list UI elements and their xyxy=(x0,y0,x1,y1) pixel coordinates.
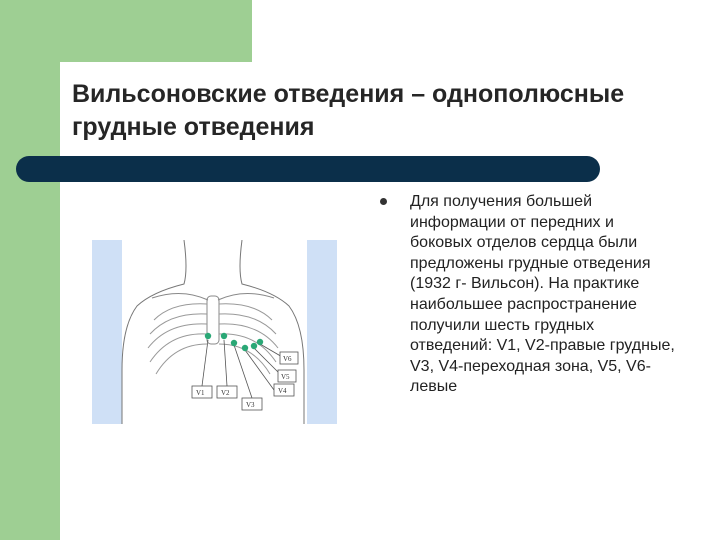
lead-label-v3: V3 xyxy=(246,401,255,409)
bullet-item xyxy=(380,192,680,398)
bullet-dot-icon xyxy=(380,198,387,205)
electrode-v4 xyxy=(242,345,248,351)
electrode-v5 xyxy=(251,343,257,349)
lead-label-v5: V5 xyxy=(281,373,290,381)
bullet-list xyxy=(380,192,680,398)
electrode-v1 xyxy=(205,333,211,339)
electrode-v6 xyxy=(257,339,263,345)
electrode-v2 xyxy=(221,333,227,339)
accent-left-stripe xyxy=(0,0,60,540)
lead-label-v6: V6 xyxy=(283,355,292,363)
slide-title: Вильсоновские отведения – однополюсные грудные отведения xyxy=(72,80,625,141)
accent-corner-block xyxy=(0,0,252,62)
chest-leads-diagram xyxy=(92,240,337,424)
bullet-text: Для получения большей информации от передних и боковых отделов сердца были предложены грудные отведения (1932 г- Вильсон). На практике наибольшее распространение получили шесть грудных отведений: V1, V2-правые грудные, V3, V4-переходная зона, V5, V6-левые xyxy=(410,193,675,396)
lead-label-v2: V2 xyxy=(221,389,230,397)
title-underline-bar xyxy=(16,156,600,182)
chest-diagram-svg xyxy=(92,240,337,424)
lead-label-v1: V1 xyxy=(196,389,205,397)
electrode-v3 xyxy=(231,340,237,346)
lead-label-v4: V4 xyxy=(278,387,287,395)
